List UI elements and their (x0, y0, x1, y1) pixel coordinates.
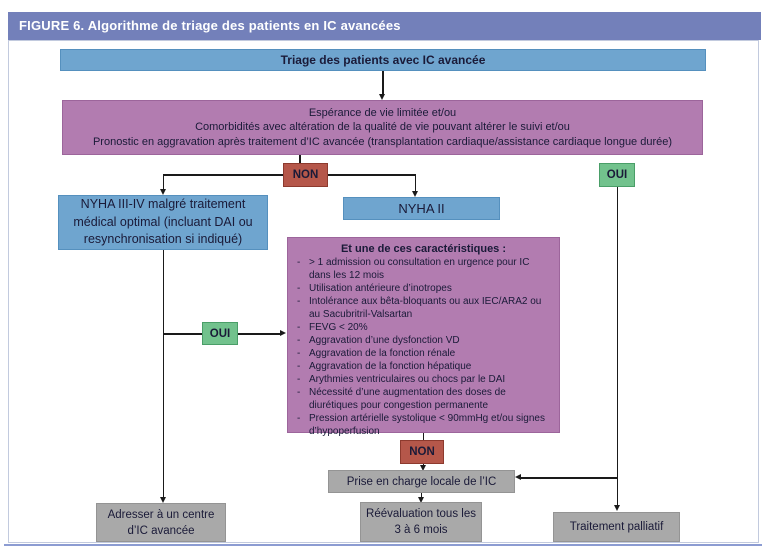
characteristics-title: Et une de ces caractéristiques : (340, 243, 507, 255)
non-badge-bottom: NON (400, 440, 444, 464)
nyha2-label: NYHA II (398, 201, 445, 216)
nyha34-line-1: NYHA III-IV malgré traitement (80, 197, 246, 212)
criteria-line-3: Pronostic en aggravation après traitement d’IC avancée (transplantation cardiaque/assistance cardiaque longue durée) (92, 135, 673, 148)
connector-oui-to-prise (520, 477, 617, 479)
triage-label: Triage des patients avec IC avancée (280, 53, 486, 67)
connector-criteria-to-non (299, 155, 301, 163)
adresser-line-1: Adresser à un centre (107, 508, 215, 521)
connector-non-right (328, 174, 416, 176)
non-badge-top: NON (283, 163, 328, 187)
oui-badge-right: OUI (599, 163, 635, 187)
adresser-box (96, 503, 226, 542)
connector-oui-right-down (617, 187, 619, 506)
oui-badge-left: OUI (202, 322, 238, 345)
list-item: - Intolérance aux bêta-bloquants ou aux IEC/ARA2 ou au Sacubritril-Valsartan (297, 296, 542, 320)
arrowhead-down-icon (379, 94, 385, 100)
nyha2-box (343, 197, 500, 220)
list-item: - FEVG < 20% (297, 322, 368, 333)
list-item: - > 1 admission ou consultation en urgence pour IC dans les 12 mois (297, 257, 530, 281)
connector-non-right-drop (415, 174, 417, 192)
characteristics-list (295, 256, 552, 438)
list-item: - Pression artérielle systolique < 90mmHg et/ou signes d’hypoperfusion (297, 413, 545, 437)
prise-en-charge-box (328, 470, 515, 493)
arrowhead-left-icon (515, 474, 521, 480)
criteria-line-1: Espérance de vie limitée et/ou (308, 106, 457, 119)
connector-non-left-drop (163, 174, 165, 190)
arrowhead-down-icon (614, 505, 620, 511)
characteristics-box (287, 237, 560, 437)
criteria-box (62, 100, 703, 155)
figure-bottom-rule (4, 544, 762, 546)
arrowhead-right-icon (280, 330, 286, 336)
list-item: - Aggravation d’une dysfonction VD (297, 335, 460, 346)
list-item: - Arythmies ventriculaires ou chocs par le DAI (297, 374, 506, 385)
list-item: - Aggravation de la fonction rénale (297, 348, 456, 359)
list-item: - Aggravation de la fonction hépatique (297, 361, 472, 372)
palliatif-label: Traitement palliatif (569, 521, 664, 533)
nyha34-line-3: resynchronisation si indiqué) (83, 232, 243, 247)
palliatif-box (553, 512, 680, 542)
criteria-line-2: Comorbidités avec altération de la qualité de vie pouvant altérer le suivi et/ou (195, 121, 570, 134)
reevaluation-box (360, 502, 482, 542)
connector-non-left (163, 174, 284, 176)
list-item: - Nécessité d’une augmentation des doses de diurétiques pour congestion permanente (297, 387, 506, 411)
connector-triage-to-criteria (382, 71, 384, 95)
reevaluation-line-1: Réévaluation tous les (366, 508, 476, 520)
triage-box (60, 49, 706, 71)
figure-header: FIGURE 6. Algorithme de triage des patients en IC avancées (8, 12, 761, 40)
list-item: - Utilisation antérieure d’inotropes (297, 283, 452, 294)
reevaluation-line-2: 3 à 6 mois (394, 524, 448, 536)
nyha34-box (58, 195, 268, 250)
adresser-line-2: d’IC avancée (127, 524, 195, 537)
prise-label: Prise en charge locale de l’IC (346, 475, 497, 488)
connector-nyha34-down (163, 250, 165, 498)
nyha34-line-2: médical optimal (incluant DAI ou (73, 214, 253, 229)
